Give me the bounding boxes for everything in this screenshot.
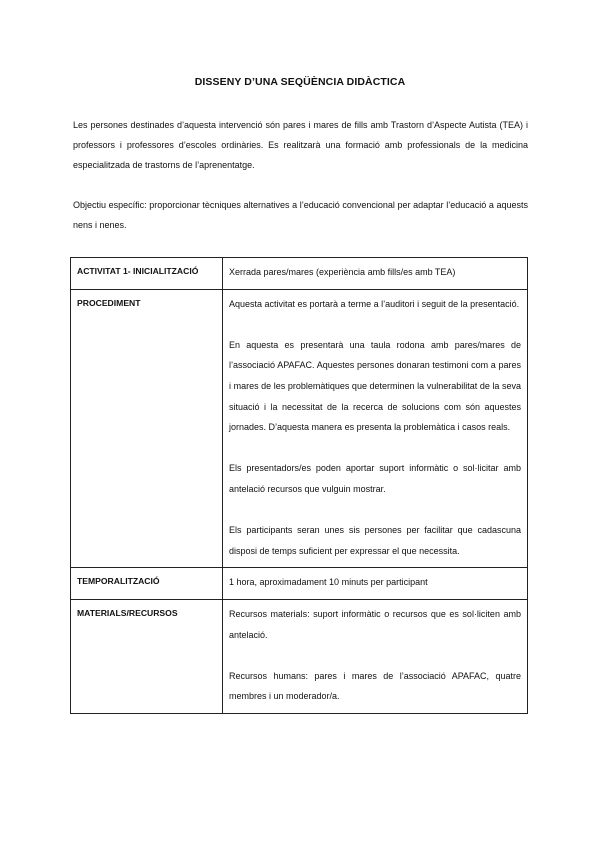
row-label: PROCEDIMENT [71, 289, 223, 568]
table-row-timing [71, 568, 528, 600]
row-label: ACTIVITAT 1- INICIALITZACIÓ [71, 258, 223, 290]
row-label: TEMPORALITZACIÓ [71, 568, 223, 600]
row-paragraph: En aquesta es presentarà una taula rodona amb pares/mares de l’associació APAFAC. Aquestes persones donaran testimoni com a pares i mares de les problemàtiques que determinen la vulnerabilitat de la seva situació i la necessitat de la recerca de solucions com són aquestes jornades. D’aquesta manera es presenta la problemàtica i casos reals. [229, 339, 521, 433]
row-value [223, 568, 528, 600]
row-value [223, 258, 528, 290]
table-row-procedure [71, 289, 528, 568]
intro-paragraph: Les persones destinades d’aquesta intervenció són pares i mares de fills amb Trastorn d’Aspecte Autista (TEA) i professors i professores d’escoles ordinàries. Es realitzarà una formació amb professionals de la medicina especialitzada de trastorns de l’aprenentatge. [73, 120, 528, 170]
row-paragraph: Recursos materials: suport informàtic o recursos que es sol·liciten amb antelació. [229, 608, 521, 640]
row-paragraph: Els presentadors/es poden aportar suport informàtic o sol·licitar amb antelació recursos que vulguin mostrar. [229, 463, 521, 494]
row-paragraph: Xerrada pares/mares (experiència amb fills/es amb TEA) [229, 267, 456, 277]
row-paragraph: 1 hora, aproximadament 10 minuts per participant [229, 577, 428, 588]
row-value [223, 289, 528, 568]
table-row-activity [71, 258, 528, 290]
objective-paragraph: Objectiu específic: proporcionar tècniques alternatives a l’educació convencional per adaptar l’educació a aquests nens i nenes. [73, 200, 528, 230]
row-paragraph: Recursos humans: pares i mares de l’associació APAFAC, quatre membres i un moderador/a. [229, 670, 521, 702]
activity-table [70, 257, 528, 714]
document-title: DISSENY D’UNA SEQÜÈNCIA DIDÀCTICA [194, 76, 406, 88]
table-row-resources [71, 599, 528, 713]
row-paragraph: Aquesta activitat es portarà a terme a l’auditori i seguit de la presentació. [229, 298, 520, 309]
row-label: MATERIALS/RECURSOS [71, 599, 223, 713]
row-value [223, 599, 528, 713]
row-paragraph: Els participants seran unes sis persones per facilitar que cadascuna disposi de temps suficient per expressar el que necessita. [229, 525, 521, 556]
